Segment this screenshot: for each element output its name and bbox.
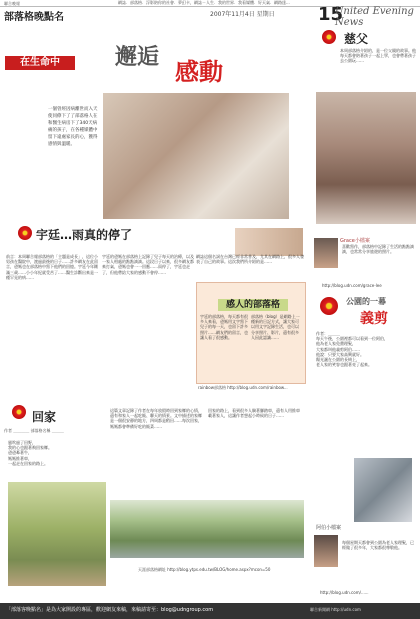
grace-bio: 喜歡寫作，部落格中記錄了生活的點點滴滴，也常常分享旅遊的照片。 (342, 244, 414, 255)
page-number: 15 (318, 4, 344, 25)
right-text: 本周部落格介紹的，是一位父親的故事。他每天都會陪著孩子一起上學，也會帶著孩子去公園玩…… (340, 48, 416, 64)
flower-icon (18, 226, 32, 240)
article2-col4: 這篇文章記錄了作者在每年放假時回到家鄉的心情，還有和家人一起吃飯、聊天的情景。文中描述的家鄉是一個很安靜的地方，四周都是稻田……每次回家，媽媽都會準備好吃的飯菜…… (110, 408, 202, 429)
uncle-url[interactable]: http://blog.udn.com/...... (320, 590, 369, 595)
footer-right: 聯合新聞網 http://udn.com (310, 607, 361, 612)
grace-url[interactable]: http://blog.udn.com/grace-lee (322, 283, 382, 288)
flower-icon (322, 30, 336, 44)
uncle-label: 阿伯小檔案 (316, 525, 342, 531)
article1-col1: 前言：本周聯合報部落格的「主題是成長」，這位小男孩在醫院中，渡過最後的日子……許多網友在此留言，爸媽也在部落格中寫下他們的回憶。宇廷今年剛滿三歲……小小年紀就受苦了……醫生診斷出來是一種罕見的病…… (6, 254, 98, 280)
flower-icon (12, 405, 26, 419)
baby-hospital-photo (103, 93, 289, 219)
box-title: 感人的部落格 (218, 299, 288, 311)
grace-label: Grace小檔案 (340, 238, 370, 244)
paper-name: United Evening News (335, 6, 414, 28)
article1-title: 宇廷…雨真的停了 (36, 228, 133, 242)
nurse-photo (235, 228, 303, 256)
article1-col3: 網誌這個名詞在台灣已經非常普及，尤其在網路上，很多人發表了自己的故事。這次我們所介紹的是…… (196, 254, 304, 265)
article1-col2: 宇廷的爸媽在部落格上記錄了兒子每天的治療，以及一家人相處的點點滴滴。這段日子以來，很多網友都來打氣，爸媽也會一一回應……雨停了，宇廷也走了，但他帶給大家的感動不會停…… (102, 254, 194, 275)
article2-poem: 風吹過了田野， 我的心也跟著飛回家鄉。 爸爸牽著牛， 媽媽推著車， 一起走在回家的路上。 (8, 440, 52, 466)
banner-lead: 在生命中 (5, 56, 75, 70)
park-title-1: 公園的一幕 (346, 297, 386, 306)
park-title-2: 義剪 (360, 311, 388, 327)
brand-name: 聯合晚報 (4, 1, 20, 6)
article2-byline: 作者 ＿＿＿＿ 部落格名稱 ＿＿＿ (4, 428, 64, 433)
family-farm-photo (8, 482, 106, 586)
section-title: 部落格晚點名 (4, 12, 64, 23)
issue-date: 2007年11月4日 星期日 (210, 11, 275, 18)
barber-photo (354, 458, 412, 522)
uncle-bio: 每個星期天都會到公園為老人家理髮，已經做了很多年，大家都很尊敬他。 (342, 540, 414, 551)
masthead-strap: 網誌．部落格．浮影陪你的社會．夢幻卡，網誌－人生．我的世界．我看媒體．好天氣．網路達... (118, 0, 290, 5)
uncle-avatar (314, 535, 338, 567)
article2-title: 回家 (32, 410, 57, 424)
footer-text: 「部落客晚點名」是為大家開設的專區，歡迎網友來稿，來稿請寄至：blog@udngroup.com (6, 607, 214, 613)
banner-title-1: 邂逅 (115, 44, 160, 70)
article2-col5: 回家的路上，看到很多人騎著腳踏車，還有人用推車載著家人，這讓作者想起小時候的日子…… (208, 408, 300, 419)
father-child-photo (316, 92, 416, 224)
box-col1: 宇廷的部落格，每天都有很多人來看，爸媽用文字寫下兒子的每一天，也留下許多照片……網友們的留言，也讓人看了很感動。 (200, 314, 248, 340)
article1-url[interactable]: rainbow部落格 http://blog.udn.com/rainbow... (198, 385, 288, 390)
grace-avatar (314, 238, 338, 268)
lead-caption: 一個曾經因病離世而入天使同僚下了了部落格人在和醫生病房下了340天病痛的孩子，在各種媒體中留下遠處家長的心，獲得感情與溫暖。 (48, 107, 98, 147)
flower-icon (320, 297, 338, 315)
right-title: 慈父 (344, 32, 369, 46)
bicycle-cart-photo (110, 500, 304, 558)
box-col2: 部落格（blog）是網路上一種新的日記方式，讓大家可以用文字記錄生活，也可以分享照片、影片，還有很多人因此認識…… (251, 314, 300, 340)
banner-title-2: 感動 (175, 57, 223, 86)
park-poem: 作者：＿＿＿ 每天午後，公園裡都可以看到一位阿伯， 他為老人家免費理髮， 大家都叫他義剪阿伯…… 他說：只要大家高興就好。 陽光灑在公園的長椅上， 老人家的笑容也跟著亮了起來。 (316, 331, 388, 368)
article2-url[interactable]: 天涯部落格網址 http://blog.ytps.edu.tw/BLOG/home.aspx?mcon=50 (138, 567, 271, 572)
